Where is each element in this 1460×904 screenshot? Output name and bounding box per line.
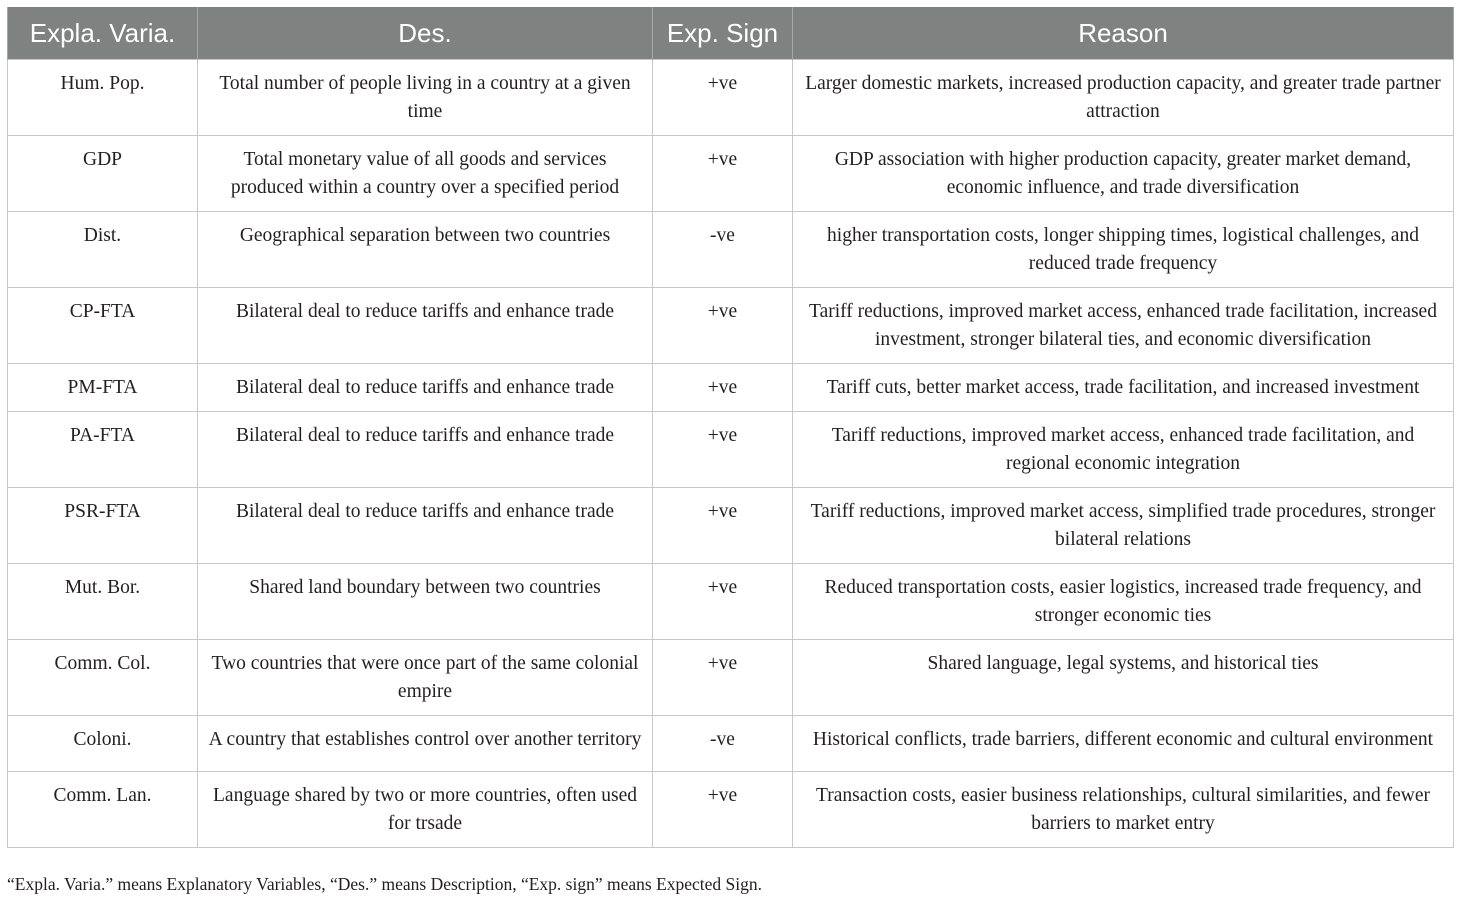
cell-reason: GDP association with higher production capacity, greater market demand, economic influence, and trade diversification bbox=[793, 136, 1454, 212]
cell-reason: Tariff reductions, improved market access, simplified trade procedures, stronger bilateral relations bbox=[793, 488, 1454, 564]
table-row bbox=[8, 640, 1454, 716]
cell-variable: Mut. Bor. bbox=[8, 564, 198, 640]
cell-sign: +ve bbox=[653, 364, 793, 412]
header-description: Des. bbox=[198, 7, 653, 60]
header-reason: Reason bbox=[793, 7, 1454, 60]
cell-sign: +ve bbox=[653, 288, 793, 364]
cell-description: Two countries that were once part of the same colonial empire bbox=[198, 640, 653, 716]
cell-reason: Tariff cuts, better market access, trade facilitation, and increased investment bbox=[793, 364, 1454, 412]
cell-reason: Tariff reductions, improved market access, enhanced trade facilitation, increased investment, stronger bilateral ties, and economic diversification bbox=[793, 288, 1454, 364]
cell-variable: CP-FTA bbox=[8, 288, 198, 364]
cell-description: Shared land boundary between two countries bbox=[198, 564, 653, 640]
table-row bbox=[8, 488, 1454, 564]
cell-sign: +ve bbox=[653, 412, 793, 488]
cell-variable: PSR-FTA bbox=[8, 488, 198, 564]
header-expected-sign: Exp. Sign bbox=[653, 7, 793, 60]
table-row bbox=[8, 716, 1454, 772]
table-header-row bbox=[8, 7, 1454, 60]
cell-sign: +ve bbox=[653, 488, 793, 564]
cell-sign: +ve bbox=[653, 564, 793, 640]
cell-variable: Comm. Col. bbox=[8, 640, 198, 716]
table-row bbox=[8, 136, 1454, 212]
cell-sign: -ve bbox=[653, 212, 793, 288]
cell-variable: Dist. bbox=[8, 212, 198, 288]
cell-sign: +ve bbox=[653, 772, 793, 848]
table-row bbox=[8, 60, 1454, 136]
cell-variable: Coloni. bbox=[8, 716, 198, 772]
cell-reason: Reduced transportation costs, easier logistics, increased trade frequency, and stronger economic ties bbox=[793, 564, 1454, 640]
cell-variable: Hum. Pop. bbox=[8, 60, 198, 136]
explanatory-variables-table bbox=[7, 7, 1454, 848]
cell-reason: Larger domestic markets, increased production capacity, and greater trade partner attraction bbox=[793, 60, 1454, 136]
header-explanatory-variable: Expla. Varia. bbox=[8, 7, 198, 60]
variables-table-container bbox=[7, 7, 1453, 848]
cell-sign: +ve bbox=[653, 60, 793, 136]
table-row bbox=[8, 412, 1454, 488]
cell-variable: PA-FTA bbox=[8, 412, 198, 488]
cell-reason: Tariff reductions, improved market access, enhanced trade facilitation, and regional economic integration bbox=[793, 412, 1454, 488]
cell-description: Bilateral deal to reduce tariffs and enhance trade bbox=[198, 288, 653, 364]
cell-reason: Historical conflicts, trade barriers, different economic and cultural environment bbox=[793, 716, 1454, 772]
table-row bbox=[8, 772, 1454, 848]
cell-reason: higher transportation costs, longer shipping times, logistical challenges, and reduced trade frequency bbox=[793, 212, 1454, 288]
table-row bbox=[8, 364, 1454, 412]
cell-description: Total monetary value of all goods and services produced within a country over a specified period bbox=[198, 136, 653, 212]
cell-description: Bilateral deal to reduce tariffs and enhance trade bbox=[198, 364, 653, 412]
table-row bbox=[8, 564, 1454, 640]
cell-sign: -ve bbox=[653, 716, 793, 772]
table-footnote: “Expla. Varia.” means Explanatory Variables, “Des.” means Description, “Exp. sign” means Expected Sign. bbox=[7, 874, 763, 894]
table-row bbox=[8, 288, 1454, 364]
cell-variable: GDP bbox=[8, 136, 198, 212]
cell-variable: Comm. Lan. bbox=[8, 772, 198, 848]
cell-description: Language shared by two or more countries, often used for trsade bbox=[198, 772, 653, 848]
cell-reason: Shared language, legal systems, and historical ties bbox=[793, 640, 1454, 716]
cell-variable: PM-FTA bbox=[8, 364, 198, 412]
cell-sign: +ve bbox=[653, 136, 793, 212]
cell-description: Bilateral deal to reduce tariffs and enhance trade bbox=[198, 412, 653, 488]
cell-description: A country that establishes control over another territory bbox=[198, 716, 653, 772]
cell-description: Geographical separation between two countries bbox=[198, 212, 653, 288]
cell-description: Total number of people living in a country at a given time bbox=[198, 60, 653, 136]
cell-description: Bilateral deal to reduce tariffs and enhance trade bbox=[198, 488, 653, 564]
cell-sign: +ve bbox=[653, 640, 793, 716]
cell-reason: Transaction costs, easier business relationships, cultural similarities, and fewer barriers to market entry bbox=[793, 772, 1454, 848]
table-row bbox=[8, 212, 1454, 288]
